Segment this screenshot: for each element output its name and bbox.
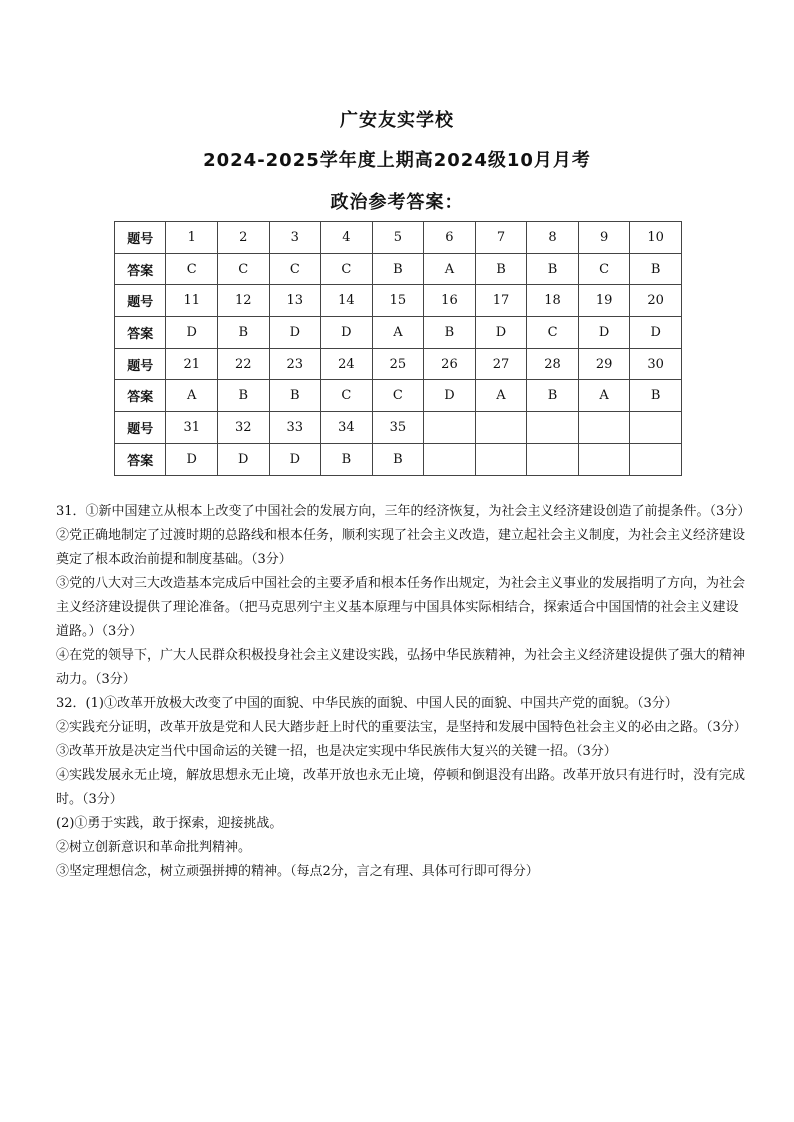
answer-cell: B bbox=[372, 443, 424, 475]
question-number-cell: 17 bbox=[475, 285, 527, 317]
answer-cell: D bbox=[475, 317, 527, 349]
answer-cell: B bbox=[475, 253, 527, 285]
answer-cell: B bbox=[321, 443, 373, 475]
question-number-cell bbox=[630, 412, 682, 444]
question-number-cell: 19 bbox=[578, 285, 630, 317]
question-number-cell: 27 bbox=[475, 348, 527, 380]
question-number-cell bbox=[475, 412, 527, 444]
question-number-cell: 20 bbox=[630, 285, 682, 317]
answer-row bbox=[115, 317, 682, 349]
question-number-cell: 6 bbox=[424, 222, 476, 254]
answer-cell: C bbox=[269, 253, 321, 285]
question-number-cell: 1 bbox=[166, 222, 218, 254]
answer-cell bbox=[424, 443, 476, 475]
answer-paragraph: 32．(1)①改革开放极大改变了中国的面貌、中华民族的面貌、中国人民的面貌、中国共产党的面貌。（3分） bbox=[56, 696, 678, 711]
question-number-cell: 4 bbox=[321, 222, 373, 254]
question-number-cell: 10 bbox=[630, 222, 682, 254]
row-label-answer: 答案 bbox=[115, 443, 166, 475]
exam-title: 2024-2025学年度上期高2024级10月月考 bbox=[203, 150, 591, 171]
question-number-cell: 3 bbox=[269, 222, 321, 254]
question-number-cell: 31 bbox=[166, 412, 218, 444]
question-number-cell: 2 bbox=[217, 222, 269, 254]
answer-row bbox=[115, 380, 682, 412]
answer-key-subtitle: 政治参考答案： bbox=[330, 192, 464, 213]
answer-cell bbox=[630, 443, 682, 475]
answer-cell: B bbox=[424, 317, 476, 349]
answer-cell: D bbox=[321, 317, 373, 349]
answer-cell: C bbox=[321, 253, 373, 285]
question-number-cell: 21 bbox=[166, 348, 218, 380]
answer-cell: C bbox=[166, 253, 218, 285]
answer-paragraph: (2)①勇于实践，敢于探索，迎接挑战。 bbox=[56, 816, 283, 831]
question-number-cell: 12 bbox=[217, 285, 269, 317]
answer-cell: B bbox=[269, 380, 321, 412]
question-number-cell: 23 bbox=[269, 348, 321, 380]
question-number-cell: 14 bbox=[321, 285, 373, 317]
answer-cell: D bbox=[424, 380, 476, 412]
question-number-cell: 8 bbox=[527, 222, 579, 254]
row-label-answer: 答案 bbox=[115, 253, 166, 285]
question-number-cell: 11 bbox=[166, 285, 218, 317]
answer-cell: B bbox=[372, 253, 424, 285]
answer-paragraph: ③党的八大对三大改造基本完成后中国社会的主要矛盾和根本任务作出规定，为社会主义事业的发展指明了方向，为社会主义经济建设提供了理论准备。（把马克思列宁主义基本原理与中国具体实际相结合，探索适合中国国情的社会主义建设道路。）（3分） bbox=[56, 576, 746, 639]
question-number-cell: 28 bbox=[527, 348, 579, 380]
question-number-cell: 32 bbox=[217, 412, 269, 444]
row-label-answer: 答案 bbox=[115, 380, 166, 412]
question-number-cell: 7 bbox=[475, 222, 527, 254]
answer-cell: D bbox=[578, 317, 630, 349]
question-number-cell: 29 bbox=[578, 348, 630, 380]
answer-cell bbox=[527, 443, 579, 475]
answer-cell: D bbox=[630, 317, 682, 349]
answer-cell: A bbox=[372, 317, 424, 349]
row-label-question: 题号 bbox=[115, 222, 166, 254]
answer-cell bbox=[475, 443, 527, 475]
answer-paragraph: ③坚定理想信念，树立顽强拼搏的精神。（每点2分，言之有理、具体可行即可得分） bbox=[56, 864, 539, 879]
question-number-cell: 13 bbox=[269, 285, 321, 317]
question-number-cell bbox=[424, 412, 476, 444]
answer-row bbox=[115, 253, 682, 285]
question-number-cell: 35 bbox=[372, 412, 424, 444]
question-number-cell: 5 bbox=[372, 222, 424, 254]
row-label-answer: 答案 bbox=[115, 317, 166, 349]
question-number-cell: 16 bbox=[424, 285, 476, 317]
answer-cell: D bbox=[269, 443, 321, 475]
answer-cell: D bbox=[166, 443, 218, 475]
question-number-cell bbox=[527, 412, 579, 444]
answer-row bbox=[115, 443, 682, 475]
answer-cell: B bbox=[217, 317, 269, 349]
question-number-row bbox=[115, 222, 682, 254]
question-number-cell: 34 bbox=[321, 412, 373, 444]
question-number-cell bbox=[578, 412, 630, 444]
question-number-row bbox=[115, 285, 682, 317]
answer-cell: C bbox=[321, 380, 373, 412]
question-number-cell: 33 bbox=[269, 412, 321, 444]
answer-cell: B bbox=[630, 253, 682, 285]
answer-cell: D bbox=[217, 443, 269, 475]
school-name: 广安友实学校 bbox=[340, 110, 454, 131]
question-number-cell: 18 bbox=[527, 285, 579, 317]
answer-cell: A bbox=[578, 380, 630, 412]
answer-explanations bbox=[56, 500, 751, 884]
answer-cell: C bbox=[372, 380, 424, 412]
answer-cell bbox=[578, 443, 630, 475]
row-label-question: 题号 bbox=[115, 412, 166, 444]
question-number-cell: 26 bbox=[424, 348, 476, 380]
answer-cell: C bbox=[578, 253, 630, 285]
answer-paragraph: 31．①新中国建立从根本上改变了中国社会的发展方向，三年的经济恢复，为社会主义经济建设创造了前提条件。（3分） bbox=[56, 504, 751, 519]
answer-table bbox=[114, 221, 682, 476]
answer-cell: B bbox=[527, 253, 579, 285]
answer-cell: B bbox=[527, 380, 579, 412]
answer-cell: B bbox=[630, 380, 682, 412]
question-number-row bbox=[115, 348, 682, 380]
question-number-row bbox=[115, 412, 682, 444]
answer-cell: C bbox=[527, 317, 579, 349]
answer-paragraph: ②树立创新意识和革命批判精神。 bbox=[56, 840, 252, 855]
answer-paragraph: ②党正确地制定了过渡时期的总路线和根本任务，顺利实现了社会主义改造，建立起社会主义制度，为社会主义经济建设奠定了根本政治前提和制度基础。（3分） bbox=[56, 528, 746, 567]
row-label-question: 题号 bbox=[115, 285, 166, 317]
question-number-cell: 22 bbox=[217, 348, 269, 380]
answer-cell: D bbox=[269, 317, 321, 349]
answer-paragraph: ③改革开放是决定当代中国命运的关键一招，也是决定实现中华民族伟大复兴的关键一招。（3分） bbox=[56, 744, 617, 759]
question-number-cell: 9 bbox=[578, 222, 630, 254]
row-label-question: 题号 bbox=[115, 348, 166, 380]
answer-paragraph: ④实践发展永无止境，解放思想永无止境，改革开放也永无止境，停顿和倒退没有出路。改革开放只有进行时，没有完成时。（3分） bbox=[56, 768, 746, 807]
answer-cell: A bbox=[475, 380, 527, 412]
answer-cell: D bbox=[166, 317, 218, 349]
answer-cell: B bbox=[217, 380, 269, 412]
question-number-cell: 30 bbox=[630, 348, 682, 380]
question-number-cell: 24 bbox=[321, 348, 373, 380]
answer-paragraph: ④在党的领导下，广大人民群众积极投身社会主义建设实践，弘扬中华民族精神，为社会主义经济建设提供了强大的精神动力。（3分） bbox=[56, 648, 746, 687]
answer-cell: C bbox=[217, 253, 269, 285]
answer-cell: A bbox=[166, 380, 218, 412]
answer-cell: A bbox=[424, 253, 476, 285]
question-number-cell: 25 bbox=[372, 348, 424, 380]
answer-paragraph: ②实践充分证明，改革开放是党和人民大踏步赶上时代的重要法宝，是坚持和发展中国特色社会主义的必由之路。（3分） bbox=[56, 720, 747, 735]
question-number-cell: 15 bbox=[372, 285, 424, 317]
